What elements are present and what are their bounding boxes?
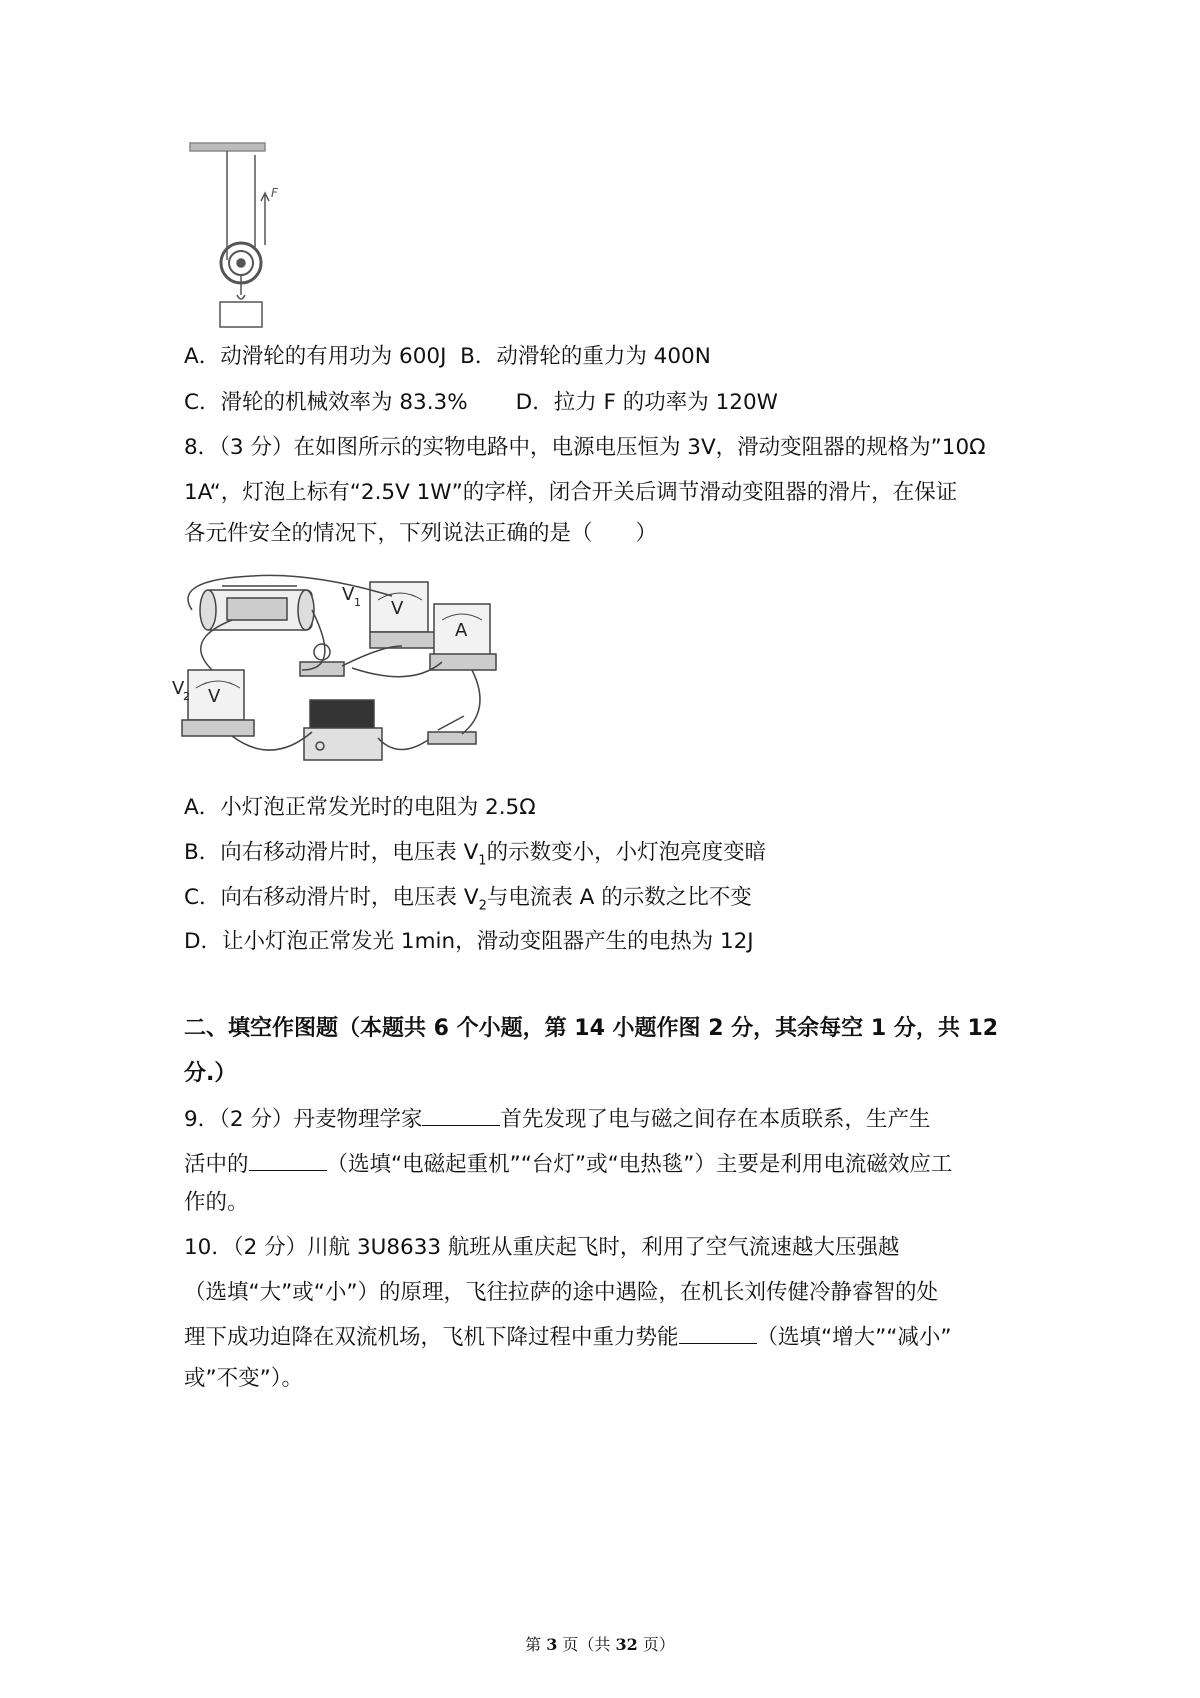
footer-text: 第 xyxy=(525,1635,547,1654)
q10-line1: 10．（2 分）川航 3U8633 航班从重庆起飞时，利用了空气流速越大压强越 xyxy=(184,1235,900,1260)
q8-option-b-subscript: 1 xyxy=(478,853,487,869)
q10-text: 理下成功迫降在双流机场，飞机下降过程中重力势能 xyxy=(184,1325,679,1350)
q10-text-cont: （选填“增大”“减小” xyxy=(756,1325,952,1350)
section2-heading-line1: 二、填空作图题（本题共 6 个小题，第 14 小题作图 2 分，其余每空 1 分，共 12 xyxy=(184,1016,999,1041)
q7-options-cd xyxy=(184,387,778,419)
circuit-figure xyxy=(172,570,512,780)
ammeter-face: A xyxy=(455,620,468,641)
q7-option-b: B．动滑轮的重力为 400N xyxy=(460,344,711,369)
page-footer xyxy=(0,1632,1200,1655)
q7-options-ab xyxy=(184,341,711,373)
q8-option-c-text-end: 与电流表 A 的示数之比不变 xyxy=(486,885,752,910)
q8-option-b-text-end: 的示数变小，小灯泡亮度变暗 xyxy=(486,840,767,865)
footer-text-mid: 页（共 xyxy=(557,1635,616,1654)
footer-text-end: 页） xyxy=(637,1635,675,1654)
q9-text-cont: 首先发现了电与磁之间存在本质联系，生产生 xyxy=(500,1107,931,1132)
force-label: F xyxy=(271,186,278,200)
q9-blank-1 xyxy=(422,1103,500,1126)
q8-stem-line1: 8．（3 分）在如图所示的实物电路中，电源电压恒为 3V，滑动变阻器的规格为”10Ω xyxy=(184,435,986,460)
q9-text-2-cont: （选填“电磁起重机”“台灯”或“电热毯”）主要是利用电流磁效应工 xyxy=(326,1152,953,1177)
q7-option-d: D．拉力 F 的功率为 120W xyxy=(515,390,778,415)
q8-option-b-text: B．向右移动滑片时，电压表 V xyxy=(184,840,479,865)
q8-option-c-subscript: 2 xyxy=(478,898,487,914)
q10-line3 xyxy=(184,1321,952,1354)
pulley-figure xyxy=(185,135,295,335)
q8-option-c xyxy=(184,882,752,922)
footer-page-number: 3 xyxy=(546,1635,558,1654)
v2-label: V xyxy=(172,678,185,699)
q10-blank xyxy=(679,1321,757,1344)
q8-stem-line3: 各元件安全的情况下，下列说法正确的是（ ） xyxy=(184,521,658,546)
q7-option-c: C．滑轮的机械效率为 83.3% xyxy=(184,390,468,415)
q8-stem-line2: 1A“，灯泡上标有“2.5V 1W”的字样，闭合开关后调节滑动变阻器的滑片，在保证 xyxy=(184,480,958,505)
section2-heading-line2: 分.） xyxy=(184,1061,237,1086)
q9-text-2: 活中的 xyxy=(184,1152,249,1177)
q9-line2 xyxy=(184,1148,952,1181)
v1-meter-face: V xyxy=(391,598,404,619)
q8-option-c-text: C．向右移动滑片时，电压表 V xyxy=(184,885,479,910)
q10-line4: 或”不变”）。 xyxy=(184,1366,304,1391)
q10-line2: （选填“大”或“小”）的原理，飞往拉萨的途中遇险，在机长刘传健冷静睿智的处 xyxy=(184,1280,939,1305)
q9-text: 9．（2 分）丹麦物理学家 xyxy=(184,1107,423,1132)
q8-option-d: D．让小灯泡正常发光 1min，滑动变阻器产生的电热为 12J xyxy=(184,929,754,954)
v2-label-sub: 2 xyxy=(183,690,190,703)
q7-option-a: A．动滑轮的有用功为 600J xyxy=(184,344,447,369)
q8-option-a: A．小灯泡正常发光时的电阻为 2.5Ω xyxy=(184,795,536,820)
v2-meter-face: V xyxy=(208,686,221,707)
q8-option-b xyxy=(184,837,766,877)
v1-label: V xyxy=(342,584,355,605)
footer-total-pages: 32 xyxy=(615,1635,638,1654)
q9-line1 xyxy=(184,1103,930,1136)
v1-label-sub: 1 xyxy=(354,596,361,609)
q9-blank-2 xyxy=(249,1148,327,1171)
q9-line3: 作的。 xyxy=(184,1190,249,1215)
